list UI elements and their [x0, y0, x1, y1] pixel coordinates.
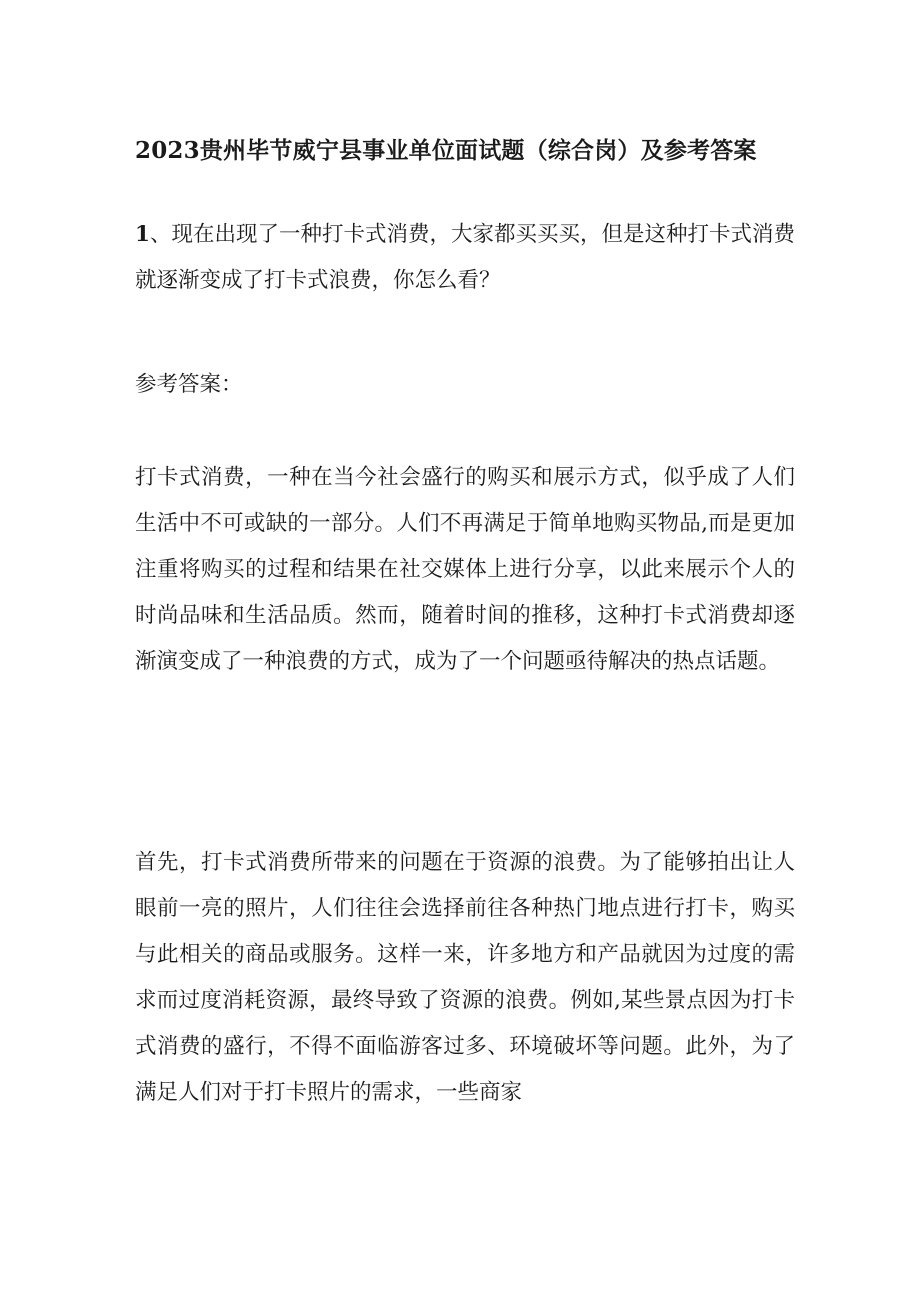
question-number: 1 — [135, 222, 150, 247]
answer-paragraph-1: 打卡式消费，一种在当今社会盛行的购买和展示方式，似乎成了人们生活中不可或缺的一部分。人们不再满足于简单地购买物品,而是更加注重将购买的过程和结果在社交媒体上进行分享，以此来展示个人的时尚品味和生活品质。然而，随着时间的推移，这种打卡式消费却逐渐演变成了一种浪费的方式，成为了一个问题亟待解决的热点话题。 — [135, 465, 795, 674]
document-title: 2023贵州毕节威宁县事业单位面试题（综合岗）及参考答案 — [135, 137, 757, 164]
answer-label: 参考答案： — [135, 372, 243, 397]
answer-paragraph-2: 首先，打卡式消费所带来的问题在于资源的浪费。为了能够拍出让人眼前一亮的照片，人们往往会选择前往各种热门地点进行打卡，购买与此相关的商品或服务。这样一来，许多地方和产品就因为过度的需求而过度消耗资源，最终导致了资源的浪费。例如,某些景点因为打卡式消费的盛行，不得不面临游客过多、环境破坏等问题。此外，为了满足人们对于打卡照片的需求，一些商家 — [135, 850, 795, 1105]
question-text: 、现在出现了一种打卡式消费，大家都买买买，但是这种打卡式消费就逐渐变成了打卡式浪费，你怎么看？ — [135, 222, 795, 293]
question-1 — [135, 212, 795, 304]
